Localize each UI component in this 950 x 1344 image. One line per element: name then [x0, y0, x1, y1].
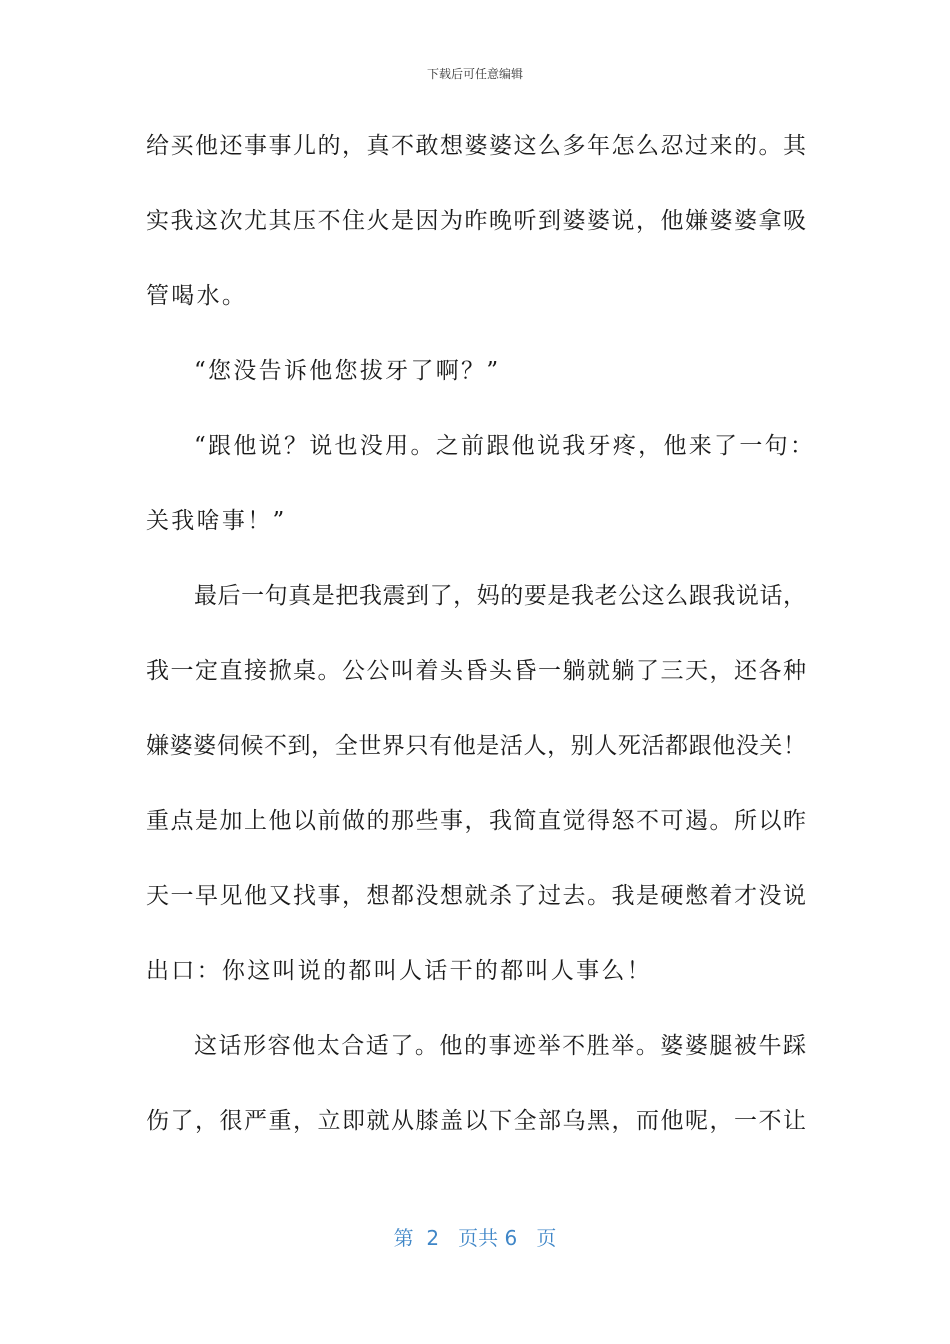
text-line: 重点是加上他以前做的那些事，我简直觉得怒不可遏。所以昨	[146, 808, 806, 834]
page-header-note: 下载后可任意编辑	[426, 67, 523, 81]
text-line: 天一早见他又找事，想都没想就杀了过去。我是硬憋着才没说	[146, 883, 806, 909]
page-number: 第 2 页共 6 页	[393, 1226, 557, 1250]
document-body	[146, 123, 816, 1173]
text-line: 关我啥事！”	[146, 508, 287, 534]
text-line: 给买他还事事儿的，真不敢想婆婆这么多年怎么忍过来的。其	[146, 133, 806, 159]
text-line: 嫌婆婆伺候不到，全世界只有他是活人，别人死活都跟他没关！	[146, 733, 806, 759]
text-line: “您没告诉他您拔牙了啊？”	[194, 358, 501, 384]
text-line: 伤了，很严重，立即就从膝盖以下全部乌黑，而他呢，一不让	[146, 1108, 806, 1134]
text-line: 出口：你这叫说的都叫人话干的都叫人事么！	[146, 958, 652, 984]
text-line: 我一定直接掀桌。公公叫着头昏头昏一躺就躺了三天，还各种	[146, 658, 806, 684]
text-line: 这话形容他太合适了。他的事迹举不胜举。婆婆腿被牛踩	[194, 1033, 806, 1059]
text-line: “跟他说？说也没用。之前跟他说我牙疼，他来了一句：	[194, 433, 816, 459]
text-line: 管喝水。	[146, 283, 248, 309]
text-line: 实我这次尤其压不住火是因为昨晚听到婆婆说，他嫌婆婆拿吸	[146, 208, 806, 234]
text-line: 最后一句真是把我震到了，妈的要是我老公这么跟我说话，	[194, 583, 806, 609]
